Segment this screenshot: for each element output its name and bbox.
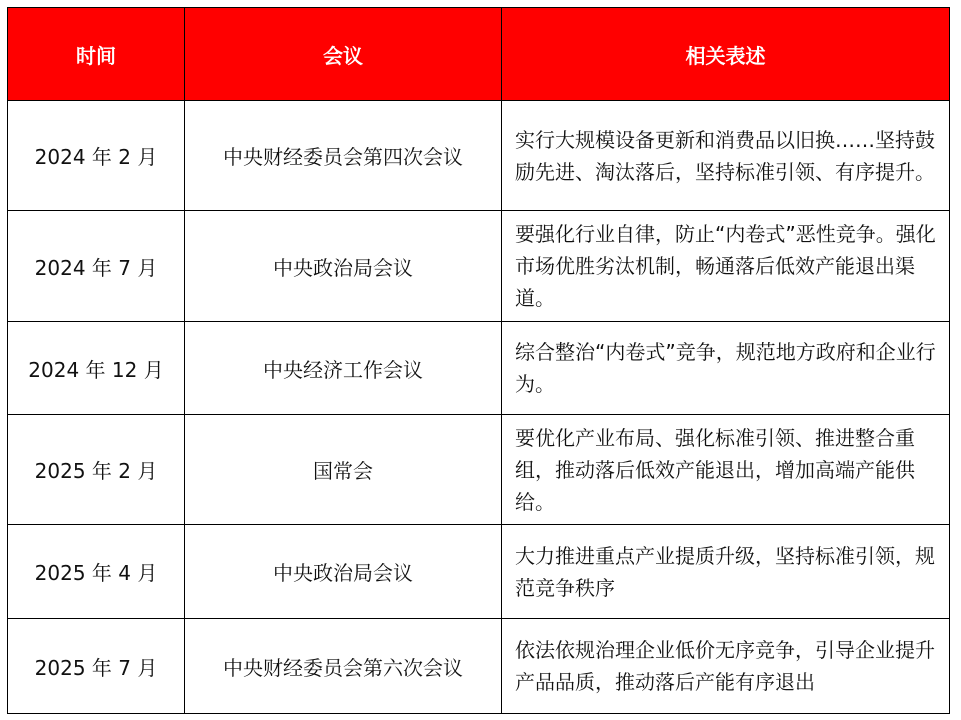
statement-cell: 依法依规治理企业低价无序竞争，引导企业提升产品品质，推动落后产能有序退出 [502,619,950,714]
statement-cell: 大力推进重点产业提质升级，坚持标准引领，规范竞争秩序 [502,525,950,619]
statement-cell: 实行大规模设备更新和消费品以旧换……坚持鼓励先进、淘汰落后，坚持标准引领、有序提升。 [502,101,950,211]
table-row [8,211,950,322]
table-row [8,525,950,619]
table-row [8,415,950,525]
time-cell: 2025 年 7 月 [8,619,185,714]
time-cell: 2024 年 12 月 [8,322,185,415]
time-cell: 2025 年 4 月 [8,525,185,619]
header-time: 时间 [8,8,185,101]
time-cell: 2024 年 7 月 [8,211,185,322]
statement-cell: 要强化行业自律，防止“内卷式”恶性竞争。强化市场优胜劣汰机制，畅通落后低效产能退出渠道。 [502,211,950,322]
table-row [8,322,950,415]
meeting-cell: 中央财经委员会第六次会议 [185,619,502,714]
meeting-cell: 中央财经委员会第四次会议 [185,101,502,211]
statement-cell: 综合整治“内卷式”竞争，规范地方政府和企业行为。 [502,322,950,415]
table-header [8,8,950,101]
header-statement: 相关表述 [502,8,950,101]
header-meeting: 会议 [185,8,502,101]
table-row [8,619,950,714]
meeting-cell: 国常会 [185,415,502,525]
time-cell: 2025 年 2 月 [8,415,185,525]
time-cell: 2024 年 2 月 [8,101,185,211]
table-body [8,101,950,714]
policy-table-container [7,7,950,714]
meeting-cell: 中央经济工作会议 [185,322,502,415]
meeting-cell: 中央政治局会议 [185,525,502,619]
meeting-cell: 中央政治局会议 [185,211,502,322]
header-row [8,8,950,101]
statement-cell: 要优化产业布局、强化标准引领、推进整合重组，推动落后低效产能退出，增加高端产能供给。 [502,415,950,525]
table-row [8,101,950,211]
policy-table [7,7,950,714]
